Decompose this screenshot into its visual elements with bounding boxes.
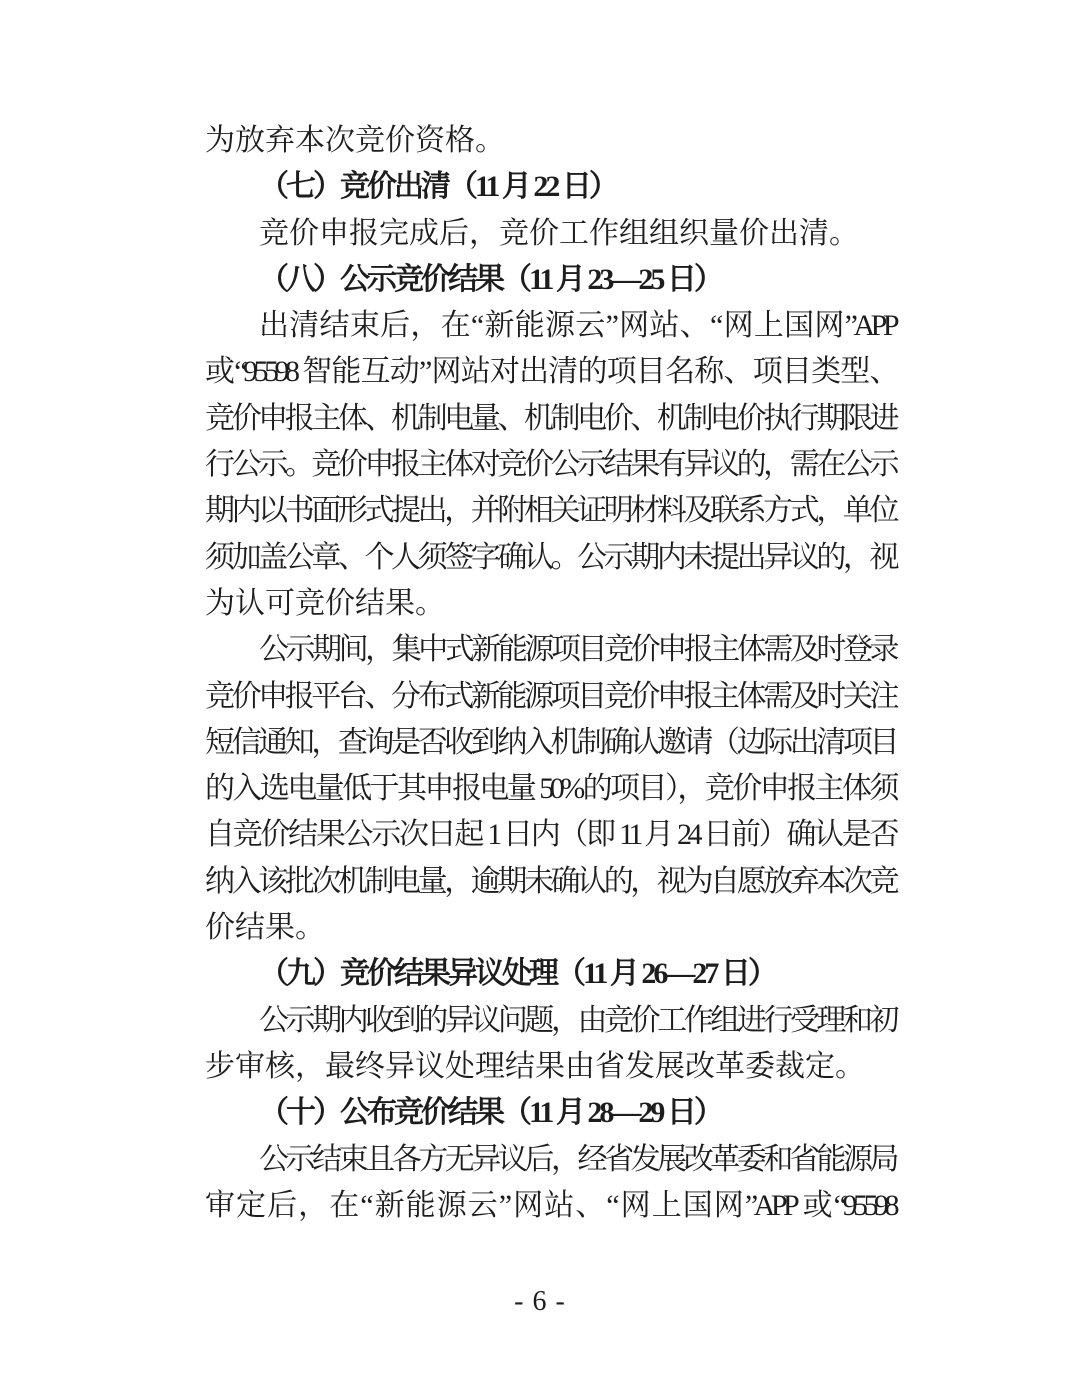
- text-line: 公示期内收到的异议问题，由竞价工作组进行受理和初: [259, 1003, 895, 1037]
- heading-line: （九）竞价结果异议处理（11 月 26—27 日）: [259, 957, 775, 991]
- document-body: [205, 118, 895, 1229]
- text-line: 竞价申报平台、分布式新能源项目竞价申报主体需及时关注: [205, 679, 895, 713]
- text-line: 价结果。: [205, 911, 325, 945]
- text-line: 行公示。竞价申报主体对竞价公示结果有异议的，需在公示: [205, 448, 895, 482]
- text-line: 的入选电量低于其申报电量 50%的项目），竞价申报主体须: [205, 772, 895, 806]
- text-line: 竞价申报完成后，竞价工作组组织量价出清。: [259, 216, 859, 250]
- text-line: 期内以书面形式提出，并附相关证明材料及联系方式，单位: [205, 494, 895, 528]
- text-line: 审定后，在“新能源云”网站、“网上国网”APP 或“95598: [205, 1188, 895, 1222]
- text-line: 竞价申报主体、机制电量、机制电价、机制电价执行期限进: [205, 401, 895, 435]
- text-line: 短信通知，查询是否收到纳入机制确认邀请（边际出清项目: [205, 725, 895, 759]
- heading-line: （八）公示竞价结果（11 月 23—25 日）: [259, 262, 721, 296]
- text-line: 公示结束且各方无异议后，经省发展改革委和省能源局: [259, 1142, 895, 1176]
- text-line: 纳入该批次机制电量，逾期未确认的，视为自愿放弃本次竞: [205, 864, 895, 898]
- text-line: 为认可竞价结果。: [205, 586, 445, 620]
- page-number: - 6 -: [514, 1286, 566, 1317]
- text-line: 公示期间，集中式新能源项目竞价申报主体需及时登录: [259, 633, 895, 667]
- heading-line: （七）竞价出清（11 月 22 日）: [259, 170, 616, 204]
- text-line: 自竞价结果公示次日起 1 日内（即 11 月 24 日前）确认是否: [205, 818, 895, 852]
- text-line: 步审核，最终异议处理结果由省发展改革委裁定。: [205, 1049, 865, 1083]
- text-line: 出清结束后，在“新能源云”网站、“网上国网”APP: [259, 309, 895, 343]
- text-line: 为放弃本次竞价资格。: [205, 124, 505, 157]
- heading-line: （十）公布竞价结果（11 月 28—29 日）: [259, 1096, 721, 1130]
- text-line: 须加盖公章、个人须签字确认。公示期内未提出异议的，视: [205, 540, 895, 574]
- text-line: 或“95598 智能互动”网站对出清的项目名称、项目类型、: [205, 355, 895, 389]
